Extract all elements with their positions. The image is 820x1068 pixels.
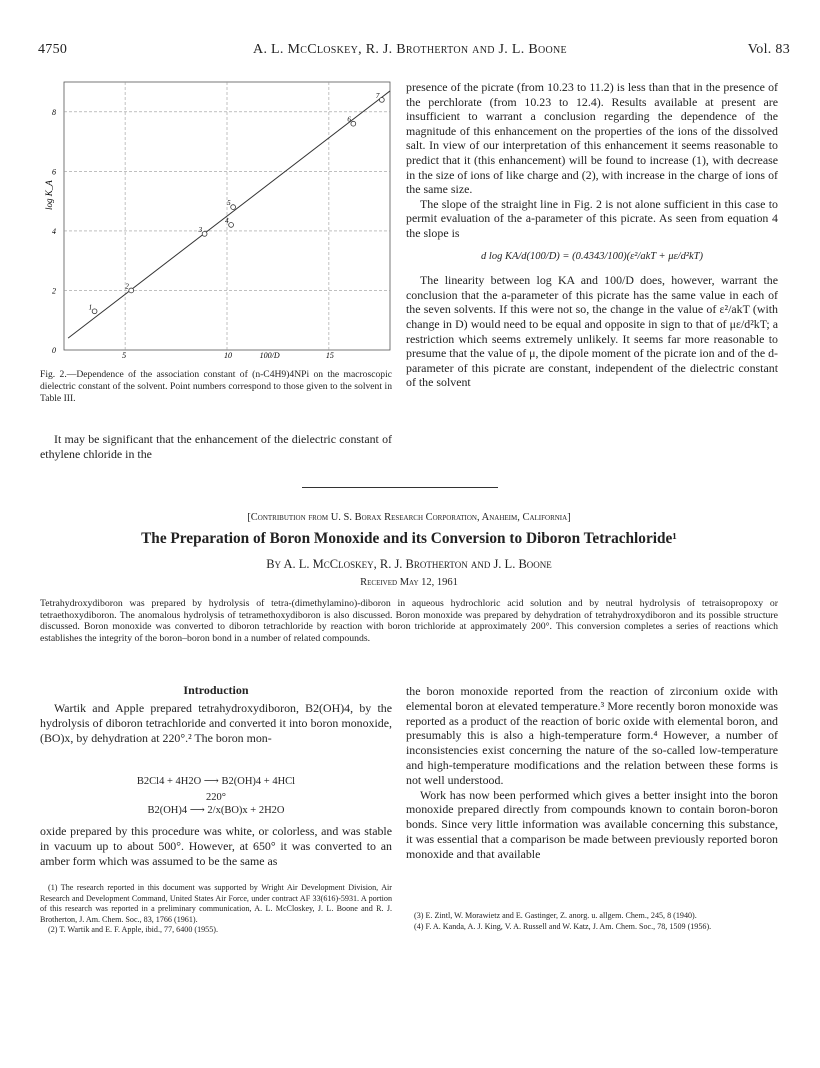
figure-caption: Fig. 2.—Dependence of the association constant of (n-C4H9)4NPi on the macroscopic dielectric constant of the solvent. Point numbers correspond to those given to the solvent in Table III. [40,369,392,404]
section-heading: Introduction [183,683,249,697]
data-point-label: 4 [225,216,229,225]
paragraph: presence of the picrate (from 10.23 to 11.2) is less than that in the presence of the perchlorate (from 10.23 to 12.4). Results available at present are insufficient to warrant a conclusion regarding the dependence of the magnitude of this enhancement on the properties of the ions of the dissolved salt. In view of our interpretation of this enhancement it seems reasonable to predict that it (this enhancement) will be found to increase (1), with decrease in the size of ions of like charge and (2), with increase in the charge of ions of the same size. [406,80,778,197]
byline: By A. L. McCloskey, R. J. Brotherton and J. L. Boone [266,557,552,571]
data-point [227,199,235,209]
paragraph: It may be significant that the enhancement of the dielectric constant of ethylene chloride in the [40,432,392,461]
paragraph: The linearity between log KA and 100/D does, however, warrant the conclusion that the a-parameter of this picrate has the same value in each of the seven solvents. If this were not so, the change in the value of ε²/akT (with change in D) would need to be equal and opposite in sign to that of με/d²kT; a restriction which seems extremely unlikely. It seems far more reasonable to presume that the value of μ, the dipole moment of the picrate ion and of the d-parameter of this picrate are constant, independent of the dielectric constant of the solvent [406,273,778,390]
reaction-condition: 220° [206,792,226,803]
data-point-marker [202,231,207,236]
footnote: (4) F. A. Kanda, A. J. King, V. A. Russell and W. Katz, J. Am. Chem. Soc., 78, 1509 (1956). [414,921,712,931]
paragraph: The slope of the straight line in Fig. 2 is not alone sufficient in this case to permit evaluation of the a-parameter of this picrate. As seen from equation 4 the slope is [406,196,778,240]
fit-line [68,91,390,338]
x-tick-label: 10 [224,351,232,360]
intro-left-column [40,701,392,745]
received-date: Received May 12, 1961 [360,577,458,588]
chart-points [89,92,385,314]
data-point-marker [129,288,134,293]
data-point-label: 5 [227,199,231,208]
chart-tick-labels [52,108,334,360]
data-point [89,303,97,313]
paragraph: Work has now been performed which gives a better insight into the boron monoxide prepared directly from compounds known to contain boron-boron bonds. Since very little information was available concerning this substance, it was essential that a comparison be made between previously reported boron monoxide and that available [406,787,778,861]
section-divider [302,487,498,488]
data-point-label: 7 [375,91,380,100]
data-point-label: 3 [198,225,203,234]
contribution-line: [Contribution from U. S. Borax Research Corporation, Anaheim, California] [247,512,571,523]
footnote: (1) The research reported in this document was supported by Wright Air Development Division, Air Research and Development Command, United States Air Force, under contract AF 33(616)-5931. A portion of this research was reported in a preliminary communication, A. L. McCloskey, J. L. Boone and R. J. Brotherton, J. Am. Chem. Soc., 83, 1766 (1961). [40,883,392,924]
data-point-marker [231,205,236,210]
data-point-marker [379,97,384,102]
y-tick-label: 4 [52,226,56,236]
data-point [225,217,233,227]
footnotes-left [40,883,392,936]
chart-x-label: 100/D [259,351,280,360]
left-column-text [40,432,392,461]
page-number: 4750 [38,42,68,57]
intro-right-column [406,684,778,862]
data-point-marker [92,309,97,314]
right-column-text [406,80,778,390]
y-tick-label: 8 [52,107,56,117]
footnotes-right [406,911,778,932]
data-point [125,282,133,292]
x-tick-label: 5 [122,351,127,360]
footnote: (3) E. Zintl, W. Morawietz and E. Gastinger, Z. anorg. u. allgem. Chem., 245, 8 (1940). [414,911,697,920]
paragraph: the boron monoxide reported from the reaction of zirconium oxide with elemental boron at elevated temperature.³ More recently boron monoxide was reported as a product of the reaction of boric oxide with elemental boron, and presumably this is also a high-temperature form.⁴ However, a number of inconsistencies exist concerning the nature of the so-called low-temperature and high-temperature modifications and the relation between these forms is not well understood. [406,684,778,787]
data-point-label: 2 [125,282,129,291]
reaction-equation-1: B2Cl4 + 4H2O ⟶ B2(OH)4 + 4HCl [136,776,296,787]
reaction-equation-2: B2(OH)4 ⟶ 2/x(BO)x + 2H2O [147,805,285,816]
figure-2-chart [40,78,396,368]
intro-left-column-cont [40,824,392,868]
y-tick-label: 6 [52,167,56,177]
paragraph: oxide prepared by this procedure was white, or colorless, and was stable in vacuum up to about 500°. However, at 650° it was converted to an amber form which was assumed to be the same as [40,824,392,868]
chart-fit-line [68,91,390,338]
data-point-label: 1 [88,303,93,312]
x-tick-label: 15 [325,351,334,360]
chart-y-label: log K_A [44,180,54,211]
data-point-marker [351,121,356,126]
volume-number: Vol. 83 [747,42,790,57]
data-point-label: 6 [347,115,351,124]
y-tick-label: 0 [52,346,56,355]
y-tick-label: 2 [52,286,56,296]
footnote: (2) T. Wartik and E. F. Apple, ibid., 77, 6400 (1955). [48,925,218,935]
data-point-marker [229,223,234,228]
running-authors: A. L. McCloskey, R. J. Brotherton and J. L. Boone [253,42,567,57]
abstract: Tetrahydroxydiboron was prepared by hydrolysis of tetra-(dimethylamino)-diboron in aqueous hydrochloric acid solution and by neutral hydrolysis of tetraisopropoxy or tetraethoxydiboron. The anomalous hydrolysis of tetramethoxydiboron is also discussed. Boron monoxide was prepared by dehydration of tetrahydroxydiboron and its possible structure discussed. Boron monoxide was converted to diboron tetrachloride by reaction with boron trichloride at approximately 200°. This conversion completes a series of reactions which establishes the integrity of the boron–boron bond in a number of related compounds. [40,598,778,644]
article-title: The Preparation of Boron Monoxide and its Conversion to Diboron Tetrachloride¹ [141,530,677,547]
slope-equation: d log KA/d(100/D) = (0.4343/100)(ε²/akT + με/d²kT) [481,250,703,262]
paragraph: Wartik and Apple prepared tetrahydroxydiboron, B2(OH)4, by the hydrolysis of diboron tetrachloride and converted it into boron monoxide, (BO)x, by dehydration at 220°.² The boron mon- [40,701,392,745]
